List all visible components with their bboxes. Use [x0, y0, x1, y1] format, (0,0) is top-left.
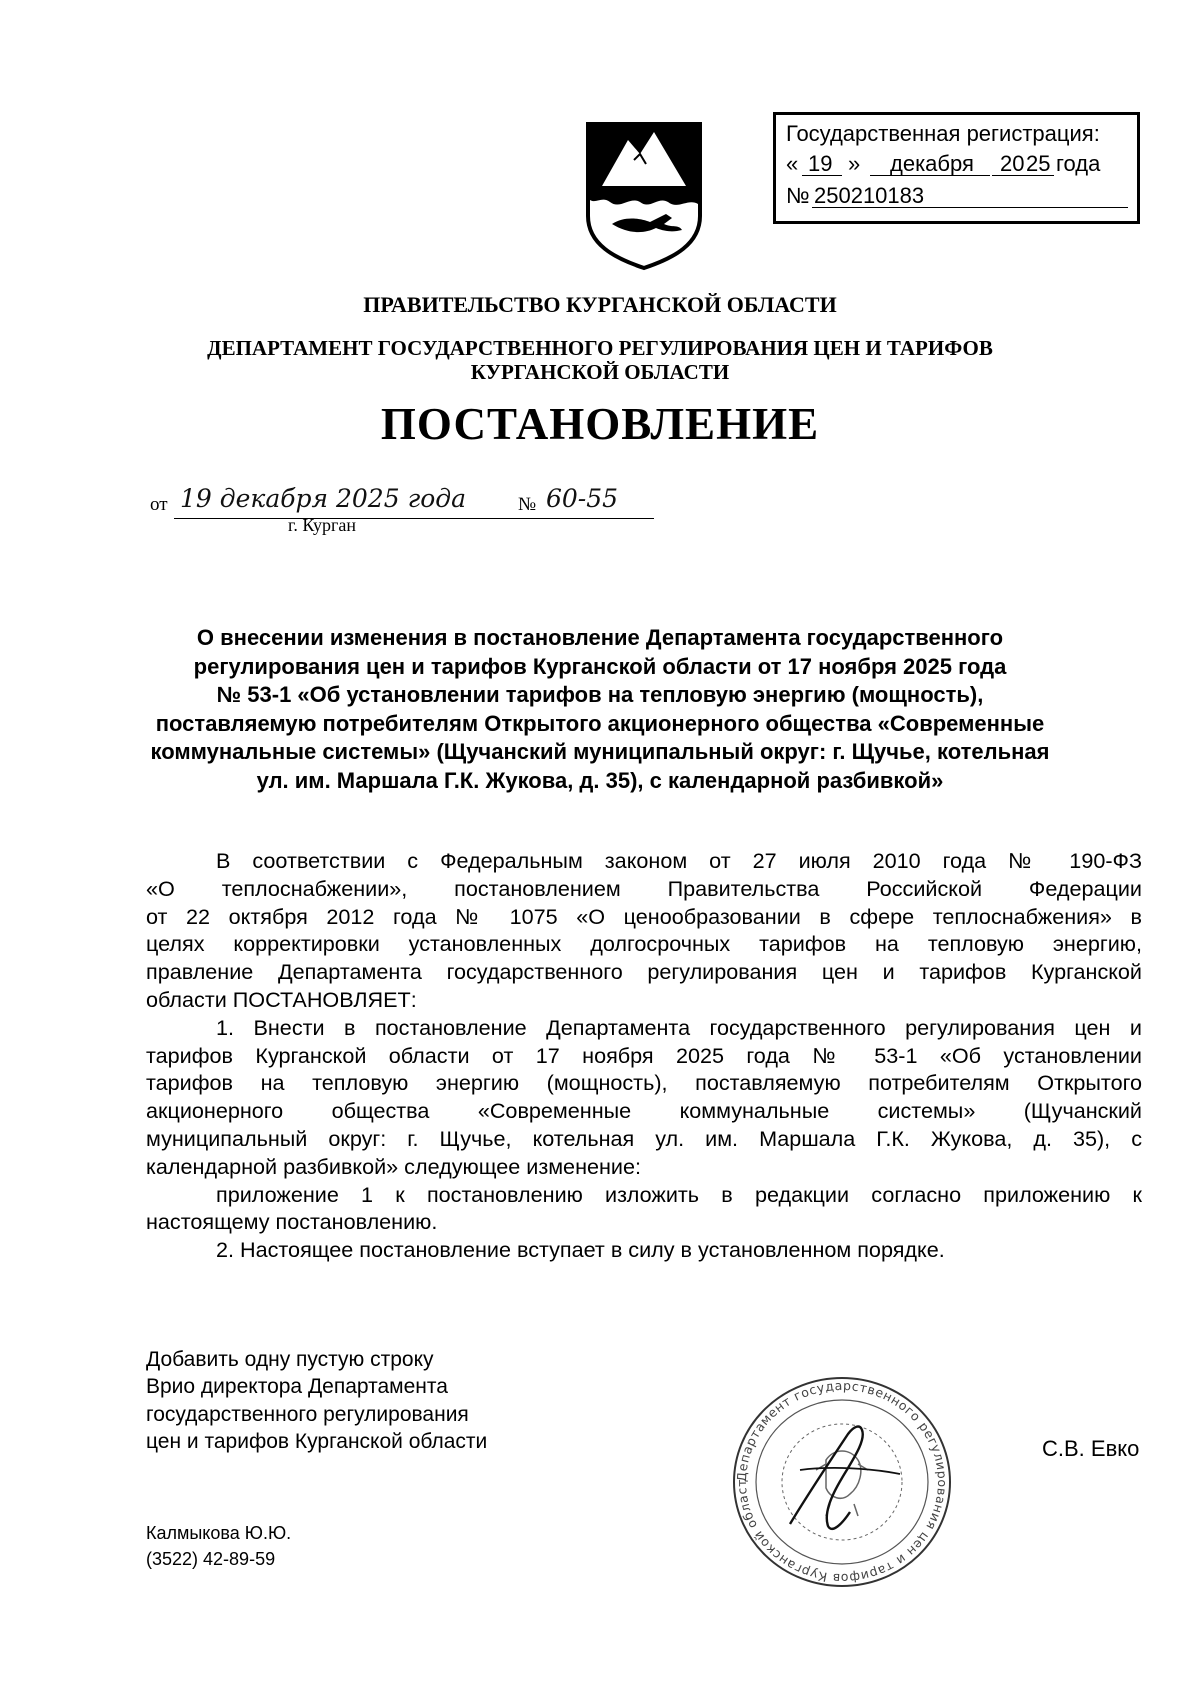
handwritten-number: 60-55: [546, 484, 619, 513]
government-title: ПРАВИТЕЛЬСТВО КУРГАНСКОЙ ОБЛАСТИ: [363, 292, 837, 317]
coat-of-arms: [584, 120, 704, 272]
body-line: тарифов на тепловую энергию (мощность), поставляемую потребителям Открытого: [146, 1070, 1142, 1096]
subject-line: поставляемую потребителям Открытого акционерного общества «Современные: [155, 710, 1045, 736]
body-line: правление Департамента государственного регулирования цен и тарифов Курганской: [146, 959, 1142, 985]
registration-title: Государственная регистрация:: [786, 121, 1100, 146]
body-line: от 22 октября 2012 года № 1075 «О ценообразовании в сфере теплоснабжения» в: [146, 903, 1142, 929]
document-type: ПОСТАНОВЛЕНИЕ: [380, 399, 820, 449]
body-line: В соответствии с Федеральным законом от 27 июля 2010 года № 190-ФЗ: [216, 848, 1142, 873]
subject-line: № 53-1 «Об установлении тарифов на тепловую энергию (мощность),: [216, 682, 984, 707]
subject-line: ул. им. Маршала Г.К. Жукова, д. 35), с календарной разбивкой»: [256, 767, 944, 793]
contact-block: [146, 1520, 291, 1572]
handwritten-date: 19 декабря 2025 года: [180, 484, 466, 513]
department-title-line2: КУРГАНСКОЙ ОБЛАСТИ: [470, 360, 730, 384]
city: г. Курган: [288, 515, 357, 535]
official-seal-stamp: [730, 1374, 954, 1590]
date-number-line: [150, 484, 650, 524]
registration-month: декабря: [890, 151, 974, 176]
registration-year-word: года: [1056, 151, 1101, 176]
body-line: целях корректировки установленных долгосрочных тарифов на тепловую энергию,: [146, 931, 1142, 957]
registration-number: 250210183: [814, 183, 925, 208]
body-line: «О теплоснабжении», постановлением Правительства Российской Федерации: [146, 875, 1142, 901]
body-line: области ПОСТАНОВЛЯЕТ:: [146, 986, 417, 1012]
registration-number-row: [786, 183, 1136, 211]
body-line: тарифов Курганской области от 17 ноября 2025 года № 53-1 «Об установлении: [146, 1042, 1142, 1068]
document-body: [146, 847, 1142, 1264]
body-line: муниципальный округ: г. Щучье, котельная ул. им. Маршала Г.К. Жукова, д. 35), с: [146, 1125, 1142, 1151]
subject-line: регулирования цен и тарифов Курганской области от 17 ноября 2025 года: [193, 653, 1007, 679]
registration-date: [786, 151, 1136, 179]
contact-phone: (3522) 42-89-59: [146, 1549, 276, 1569]
registration-year-suffix: 25: [1026, 151, 1051, 176]
signer-name: С.В. Евко: [1042, 1436, 1140, 1461]
department-title-line1: ДЕПАРТАМЕНТ ГОСУДАРСТВЕННОГО РЕГУЛИРОВАНИЯ ЦЕН И ТАРИФОВ: [207, 336, 993, 360]
registration-box: [773, 112, 1140, 224]
body-line: настоящему постановлению.: [146, 1209, 438, 1235]
signature-note: Добавить одну пустую строку: [146, 1348, 434, 1371]
subject-line: коммунальные системы» (Щучанский муниципальный округ: г. Щучье, котельная: [150, 739, 1050, 764]
day-quote-close: »: [848, 151, 861, 176]
from-label: от: [150, 494, 168, 515]
body-line: приложение 1 к постановлению изложить в редакции согласно приложению к: [216, 1181, 1142, 1207]
day-quote-open: «: [786, 151, 799, 176]
number-label: №: [518, 494, 537, 515]
body-line: календарной разбивкой» следующее изменение:: [146, 1153, 642, 1179]
signer-position-line1: Врио директора Департамента: [146, 1375, 448, 1399]
signature-block: [146, 1346, 487, 1455]
document-subject: [0, 624, 1200, 795]
signer-position-line2: государственного регулирования: [146, 1402, 469, 1426]
contact-name: Калмыкова Ю.Ю.: [146, 1523, 292, 1543]
subject-line: О внесении изменения в постановление Департамента государственного: [196, 625, 1004, 650]
body-line: акционерного общества «Современные коммунальные системы» (Щучанский: [146, 1098, 1142, 1124]
date-underline: [174, 518, 654, 519]
registration-year-prefix: 20: [1000, 151, 1025, 176]
body-line: 1. Внести в постановление Департамента государственного регулирования цен и: [216, 1014, 1142, 1040]
body-line: 2. Настоящее постановление вступает в силу в установленном порядке.: [216, 1237, 945, 1263]
registration-day: 19: [808, 151, 833, 176]
stamp-text: Департамент государственного регулирования цен и тарифов Курганской област: [733, 1377, 951, 1587]
registration-number-label: №: [786, 183, 810, 208]
signer-position-line3: цен и тарифов Курганской области: [146, 1429, 488, 1453]
